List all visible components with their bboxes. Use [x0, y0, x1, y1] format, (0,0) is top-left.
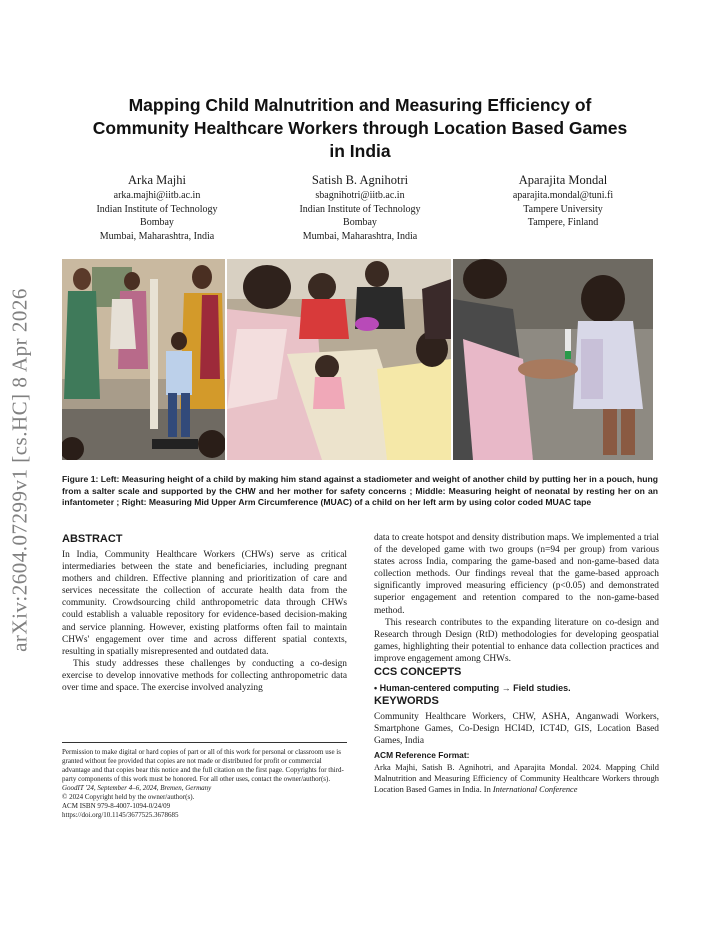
acm-reference-body: Arka Majhi, Satish B. Agnihotri, and Aparajita Mondal. 2024. Mapping Child Malnutrition and Measuring Efficiency of Community Healthcare Workers through Location Based Games in India. In: [374, 762, 659, 794]
author-affiliation: Indian Institute of Technology: [96, 203, 218, 215]
author-email[interactable]: aparajita.mondal@tuni.fi: [512, 190, 614, 201]
author-affiliation: Bombay: [140, 217, 174, 228]
acm-reference-heading: ACM Reference Format:: [374, 750, 470, 761]
author-affiliation: Tampere University: [523, 203, 603, 215]
isbn-line: ACM ISBN 979-8-4007-1094-0/24/09: [62, 802, 171, 810]
author-location: Mumbai, Maharashtra, India: [302, 230, 418, 242]
author-name: Arka Majhi: [128, 173, 186, 187]
photo-infantometer: [227, 259, 451, 460]
author-email[interactable]: sbagnihotri@iitb.ac.in: [315, 190, 405, 201]
arxiv-stamp: arXiv:2604.07299v1 [cs.HC] 8 Apr 2026: [7, 288, 32, 652]
left-column: [62, 532, 347, 694]
author-name: Satish B. Agnihotri: [311, 173, 409, 187]
paper-title: [60, 94, 660, 163]
author-block: [62, 172, 658, 243]
right-column: [374, 532, 659, 795]
figure-caption: Figure 1: Left: Measuring height of a child by making him stand against a stadiometer and weight of another child by putting her in a pouch, hung from a salter scale and supported by the CHW and her mother for safety concerns ; Middle: Measuring height of neonatal by resting her on an infantometer ; Right: Measuring Mid Upper Arm Circumference (MUAC) of a child on her left arm by using color coded MUAC tape: [62, 474, 658, 508]
author-affiliation: Bombay: [343, 217, 377, 228]
title-line: in India: [329, 141, 391, 161]
author-email[interactable]: arka.majhi@iitb.ac.in: [113, 190, 201, 201]
abstract-paragraph: This study addresses these challenges by conducting a co-design exercise to develop innovative methods for collecting anthropometric data over time and space. The exercise involved analyzing: [62, 658, 347, 694]
title-line: Mapping Child Malnutrition and Measuring Efficiency of: [128, 95, 592, 115]
acm-reference-text: [374, 762, 659, 795]
author-3: [468, 172, 658, 243]
ccs-concept-item: • Human-centered computing → Field studies.: [374, 683, 571, 694]
author-2: [265, 172, 455, 243]
figure-1: [62, 259, 653, 460]
permission-notice: Permission to make digital or hard copies of part or all of this work for personal or classroom use is granted without fee provided that copies are not made or distributed for profit or commercial advantage and that copies bear this notice and the full citation on the first page. Copyrights for third-party components of this work must be honored. For all other uses, contact the owner/author(s).: [62, 748, 344, 783]
author-affiliation: Indian Institute of Technology: [299, 203, 421, 215]
conference-venue-text: GoodIT '24, September 4–6, 2024, Bremen, Germany: [62, 784, 212, 792]
acm-reference-venue: International Conference: [492, 784, 578, 794]
photo-stadiometer: [62, 259, 225, 460]
title-line: Community Healthcare Workers through Location Based Games: [92, 118, 628, 138]
photo-muac: [453, 259, 653, 460]
author-1: [62, 172, 252, 243]
abstract-paragraph: In India, Community Healthcare Workers (CHWs) serve as critical intermediaries between the state and beneficiaries, including pregnant mothers and children. Effective planning and prioritization of care and services necessitate the collection of accurate health data from the community. Crowdsourcing child anthropometric data through CHWs could establish a valuable repository for evidence-based decision-making and service planning. However, existing platforms often fail to maintain CHWs' engagement over time and across different spatial contexts, resulting in spatially misrepresented and outdated data.: [62, 550, 347, 657]
abstract-paragraph: data to create hotspot and density distribution maps. We implemented a trial of the developed game with two groups (n=94 per group) from various states across India, comparing the game-based and non-game-based data collection methods. Our findings reveal that the game-based approach significantly improved measuring efficiency (p<0.05) and demonstrated superior engagement and retention compared to the non-game-based method.: [374, 533, 659, 616]
conference-venue: [62, 784, 347, 793]
abstract-heading: ABSTRACT: [62, 533, 123, 545]
copyright-footnote: [62, 742, 347, 820]
abstract-paragraph: This research contributes to the expanding literature on co-design and Research through Design (RtD) methodologies for developing geospatial games, highlighting their potential to enhance data collection practices and improve engagement among CHWs.: [374, 617, 659, 664]
author-location: Tampere, Finland: [527, 217, 599, 228]
keywords-heading: KEYWORDS: [374, 695, 439, 708]
copyright-line: © 2024 Copyright held by the owner/author(s).: [62, 793, 195, 801]
doi-link[interactable]: https://doi.org/10.1145/3677525.3678685: [62, 811, 179, 819]
ccs-heading: CCS CONCEPTS: [374, 666, 462, 679]
author-location: Mumbai, Maharashtra, India: [99, 230, 215, 242]
keywords-text: Community Healthcare Workers, CHW, ASHA, Anganwadi Workers, Smartphone Games, Co-Design HCI4D, ICT4D, GIS, Location Based Games, India: [374, 712, 659, 747]
author-name: Aparajita Mondal: [518, 173, 608, 187]
